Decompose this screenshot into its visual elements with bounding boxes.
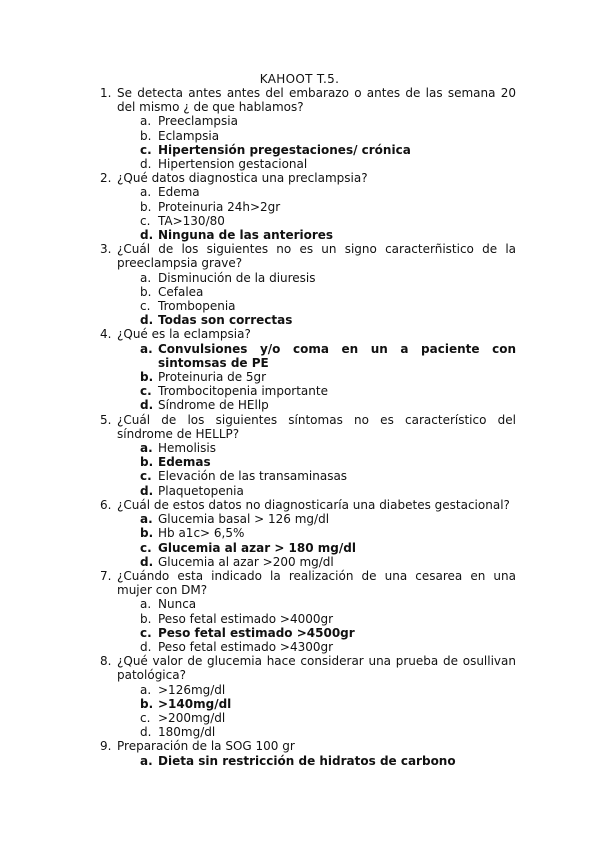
question-number: 8. [100,654,112,669]
option-letter: b. [140,199,152,214]
option-7c-correct [100,626,516,640]
question-text: Se detecta antes antes del embarazo o antes de las semana 20 del mismo ¿ de que hablamos? [117,86,516,115]
question-text: ¿Cuál de los siguientes no es un signo caracterñistico de la preeclampsia grave? [117,242,516,271]
question-4 [100,327,516,341]
option-letter: c. [140,384,152,399]
option-text: Hemolisis [158,441,216,456]
option-letter: c. [140,213,151,228]
question-text: ¿Qué datos diagnostica una preclampsia? [117,171,368,186]
option-letter: d. [140,313,154,328]
option-text: Glucemia basal > 126 mg/dl [158,512,330,527]
option-8a [100,683,516,697]
option-letter: b. [140,455,154,470]
options-3 [100,271,516,328]
question-number: 1. [100,86,112,100]
option-3d-correct [100,313,516,327]
option-letter: b. [140,284,152,299]
question-text: ¿Cuál de los siguientes síntomas no es característico del síndrome de HELLP? [117,412,516,441]
option-text: Disminución de la diuresis [158,270,316,285]
option-8b-correct [100,697,516,711]
question-list [100,86,516,768]
option-1b [100,129,516,143]
question-2 [100,171,516,185]
option-text: Trombocitopenia importante [158,384,328,399]
option-letter: a. [140,185,152,200]
option-text: Plaquetopenia [158,483,244,498]
option-letter: b. [140,370,154,385]
option-text: Peso fetal estimado >4300gr [158,639,334,654]
question-text: Preparación de la SOG 100 gr [117,739,295,754]
option-5a [100,441,516,455]
option-letter: a. [140,753,153,768]
option-text: Hipertension gestacional [158,157,308,172]
option-6b [100,526,516,540]
option-text: Cefalea [158,284,204,299]
option-4a-correct [100,342,516,370]
question-number: 3. [100,242,112,257]
question-3 [100,242,516,270]
option-2b [100,200,516,214]
option-8c [100,711,516,725]
question-7 [100,569,516,597]
options-5 [100,441,516,498]
option-text: Glucemia al azar > 180 mg/dl [158,540,356,555]
option-letter: b. [140,696,154,711]
option-letter: a. [140,597,152,612]
option-5b-correct [100,455,516,469]
option-text: 180mg/dl [158,725,216,740]
option-8d [100,725,516,739]
option-1a [100,114,516,128]
option-letter: a. [140,270,152,285]
option-3b [100,285,516,299]
options-7 [100,597,516,654]
option-text: Elevación de las transaminasas [158,469,348,484]
option-letter: c. [140,299,151,314]
option-text: Proteinuria de 5gr [158,370,267,385]
question-number: 4. [100,327,112,342]
options-9 [100,754,516,768]
option-text: Peso fetal estimado >4000gr [158,611,334,626]
option-5d [100,484,516,498]
options-8 [100,683,516,740]
option-6d [100,555,516,569]
question-text: ¿Qué es la eclampsia? [117,327,251,342]
option-letter: c. [140,469,152,484]
option-letter: b. [140,128,152,143]
question-text: ¿Cuál de estos datos no diagnosticaría una diabetes gestacional? [117,497,510,512]
question-number: 2. [100,171,112,186]
option-2a [100,185,516,199]
option-4c [100,384,516,398]
option-text: >200mg/dl [158,710,226,725]
option-letter: b. [140,611,152,626]
question-6 [100,498,516,512]
option-letter: c. [140,625,152,640]
option-1c-correct [100,143,516,157]
option-4d [100,398,516,412]
option-text: Edema [158,185,200,200]
option-text: Todas son correctas [158,313,293,328]
document-title: KAHOOT T.5. [259,72,340,86]
option-2d-correct [100,228,516,242]
option-3c [100,299,516,313]
option-letter: a. [140,341,153,356]
option-text: Glucemia al azar >200 mg/dl [158,554,334,569]
option-text: Dieta sin restricción de hidratos de carbono [158,753,456,768]
options-2 [100,185,516,242]
option-text: Ninguna de las anteriores [158,228,334,243]
option-letter: a. [140,682,152,697]
option-7a [100,597,516,611]
option-3a [100,271,516,285]
question-text: ¿Qué valor de glucemia hace considerar una prueba de osullivan patológica? [117,654,516,683]
option-6a [100,512,516,526]
question-number: 6. [100,497,112,512]
option-letter: c. [140,540,152,555]
question-5 [100,413,516,441]
question-number: 9. [100,739,112,754]
option-letter: d. [140,398,154,413]
option-letter: d. [140,157,152,172]
option-text: Eclampsia [158,128,220,143]
question-8 [100,654,516,682]
option-text: Convulsiones y/o coma en un a paciente con sintomsas de PE [158,341,516,370]
option-7b [100,612,516,626]
option-text: >126mg/dl [158,682,226,697]
option-text: Hb a1c> 6,5% [158,526,245,541]
option-text: Trombopenia [158,299,236,314]
option-7d [100,640,516,654]
option-4b [100,370,516,384]
option-text: Hipertensión pregestaciones/ crónica [158,142,411,157]
option-letter: d. [140,554,154,569]
options-4 [100,342,516,413]
option-1d [100,157,516,171]
question-text: ¿Cuándo esta indicado la realización de una cesarea en una mujer con DM? [117,568,516,598]
option-text: >140mg/dl [158,696,232,711]
options-6 [100,512,516,569]
question-number: 5. [100,412,112,427]
option-letter: c. [140,142,152,157]
option-letter: d. [140,639,152,654]
option-text: Proteinuria 24h>2gr [158,199,281,214]
option-letter: a. [140,512,153,527]
options-1 [100,114,516,171]
option-letter: d. [140,725,152,740]
option-letter: a. [140,441,153,456]
option-letter: a. [140,114,152,129]
option-text: Síndrome de HEllp [158,398,269,413]
option-text: Peso fetal estimado >4500gr [158,625,355,640]
question-1 [100,86,516,114]
option-letter: b. [140,526,154,541]
option-6c-correct [100,541,516,555]
option-text: Nunca [158,597,197,612]
option-2c [100,214,516,228]
option-letter: d. [140,228,154,243]
option-5c [100,469,516,483]
option-text: TA>130/80 [158,213,225,228]
option-text: Edemas [158,455,211,470]
option-9a-correct [100,754,516,768]
option-letter: d. [140,483,154,498]
option-letter: c. [140,710,151,725]
option-text: Preeclampsia [158,114,238,129]
question-9 [100,739,516,753]
question-number: 7. [100,568,112,583]
